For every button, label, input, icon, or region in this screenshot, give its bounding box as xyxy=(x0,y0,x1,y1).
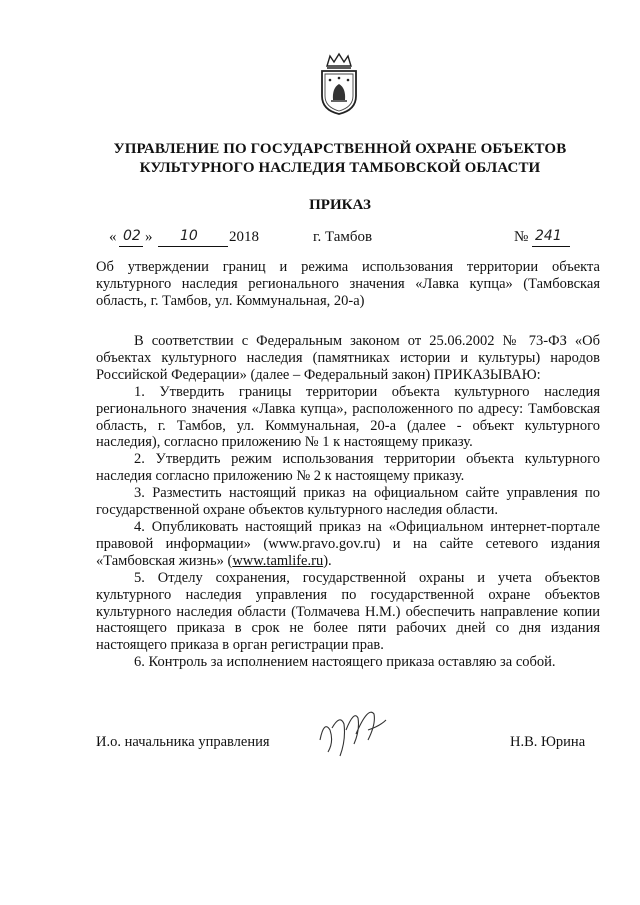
item-3-paragraph: 3. Разместить настоящий приказ на официальном сайте управления по государственной охране объектов культурного наследия области. xyxy=(96,485,600,519)
document-type: ПРИКАЗ xyxy=(309,197,371,213)
date-quote-open: « xyxy=(109,229,117,245)
date-month: 10 xyxy=(180,228,198,244)
agency-line-1: УПРАВЛЕНИЕ ПО ГОСУДАРСТВЕННОЙ ОХРАНЕ ОБЪЕКТОВ xyxy=(113,141,567,157)
order-number: 241 xyxy=(535,228,562,244)
agency-name xyxy=(80,140,600,178)
agency-line-2: КУЛЬТУРНОГО НАСЛЕДИЯ ТАМБОВСКОЙ ОБЛАСТИ xyxy=(139,160,541,176)
signatory-name: Н.В. Юрина xyxy=(510,734,586,750)
order-number-prefix: № xyxy=(514,229,529,245)
item-5-paragraph: 5. Отделу сохранения, государственной охраны и учета объектов культурного наследия управления по государственной охране объектов культурного наследия области (Толмачева Н.М.) обеспечить направление копии настоящего приказа в срок не более пяти рабочих дней со дня издания настоящего приказа в орган регистрации прав. xyxy=(96,569,600,654)
tamlife-link[interactable]: www.tamlife.ru xyxy=(232,552,324,569)
item-2-paragraph: 2. Утвердить режим использования территории объекта культурного наследия согласно приложению № 2 к настоящему приказу. xyxy=(96,451,600,485)
signatory-title: И.о. начальника управления xyxy=(96,734,270,750)
tambov-coat-of-arms-icon xyxy=(318,52,360,116)
date-year: 2018 xyxy=(229,229,259,245)
city: г. Тамбов xyxy=(313,229,373,245)
order-meta-row xyxy=(0,229,640,253)
date-day: 02 xyxy=(123,228,141,244)
order-subject: Об утверждении границ и режима использования территории объекта культурного наследия регионального значения «Лавка купца» (Тамбовская область, г. Тамбов, ул. Коммунальная, 20-а) xyxy=(96,259,600,309)
item-4-paragraph xyxy=(96,519,600,570)
preamble-paragraph: В соответствии с Федеральным законом от 25.06.2002 № 73-ФЗ «Об объектах культурного наследия (памятниках истории и культуры) народов Российской Федерации» (далее – Федеральный закон) ПРИКАЗЫВАЮ: xyxy=(96,333,600,383)
item-4-text: 4. Опубликовать настоящий приказ на «Официальном интернет-портале правовой информации» (www.pravo.gov.ru) и на сайте сетевого издания «Тамбовская жизнь» ( xyxy=(96,518,600,569)
item-4-tail: ). xyxy=(323,552,332,569)
date-quote-close: » xyxy=(145,229,153,245)
item-1-paragraph: 1. Утвердить границы территории объекта культурного наследия регионального значения «Лавка купца», расположенного по адресу: Тамбовская область, г. Тамбов, ул. Коммунальная, 20-а (далее - объект культурного наследия), согласно приложению № 1 к настоящему приказу. xyxy=(96,383,600,451)
order-body xyxy=(96,333,600,671)
item-6-paragraph: 6. Контроль за исполнением настоящего приказа оставляю за собой. xyxy=(134,654,556,671)
handwritten-signature xyxy=(310,700,394,764)
signature-block xyxy=(0,700,640,760)
